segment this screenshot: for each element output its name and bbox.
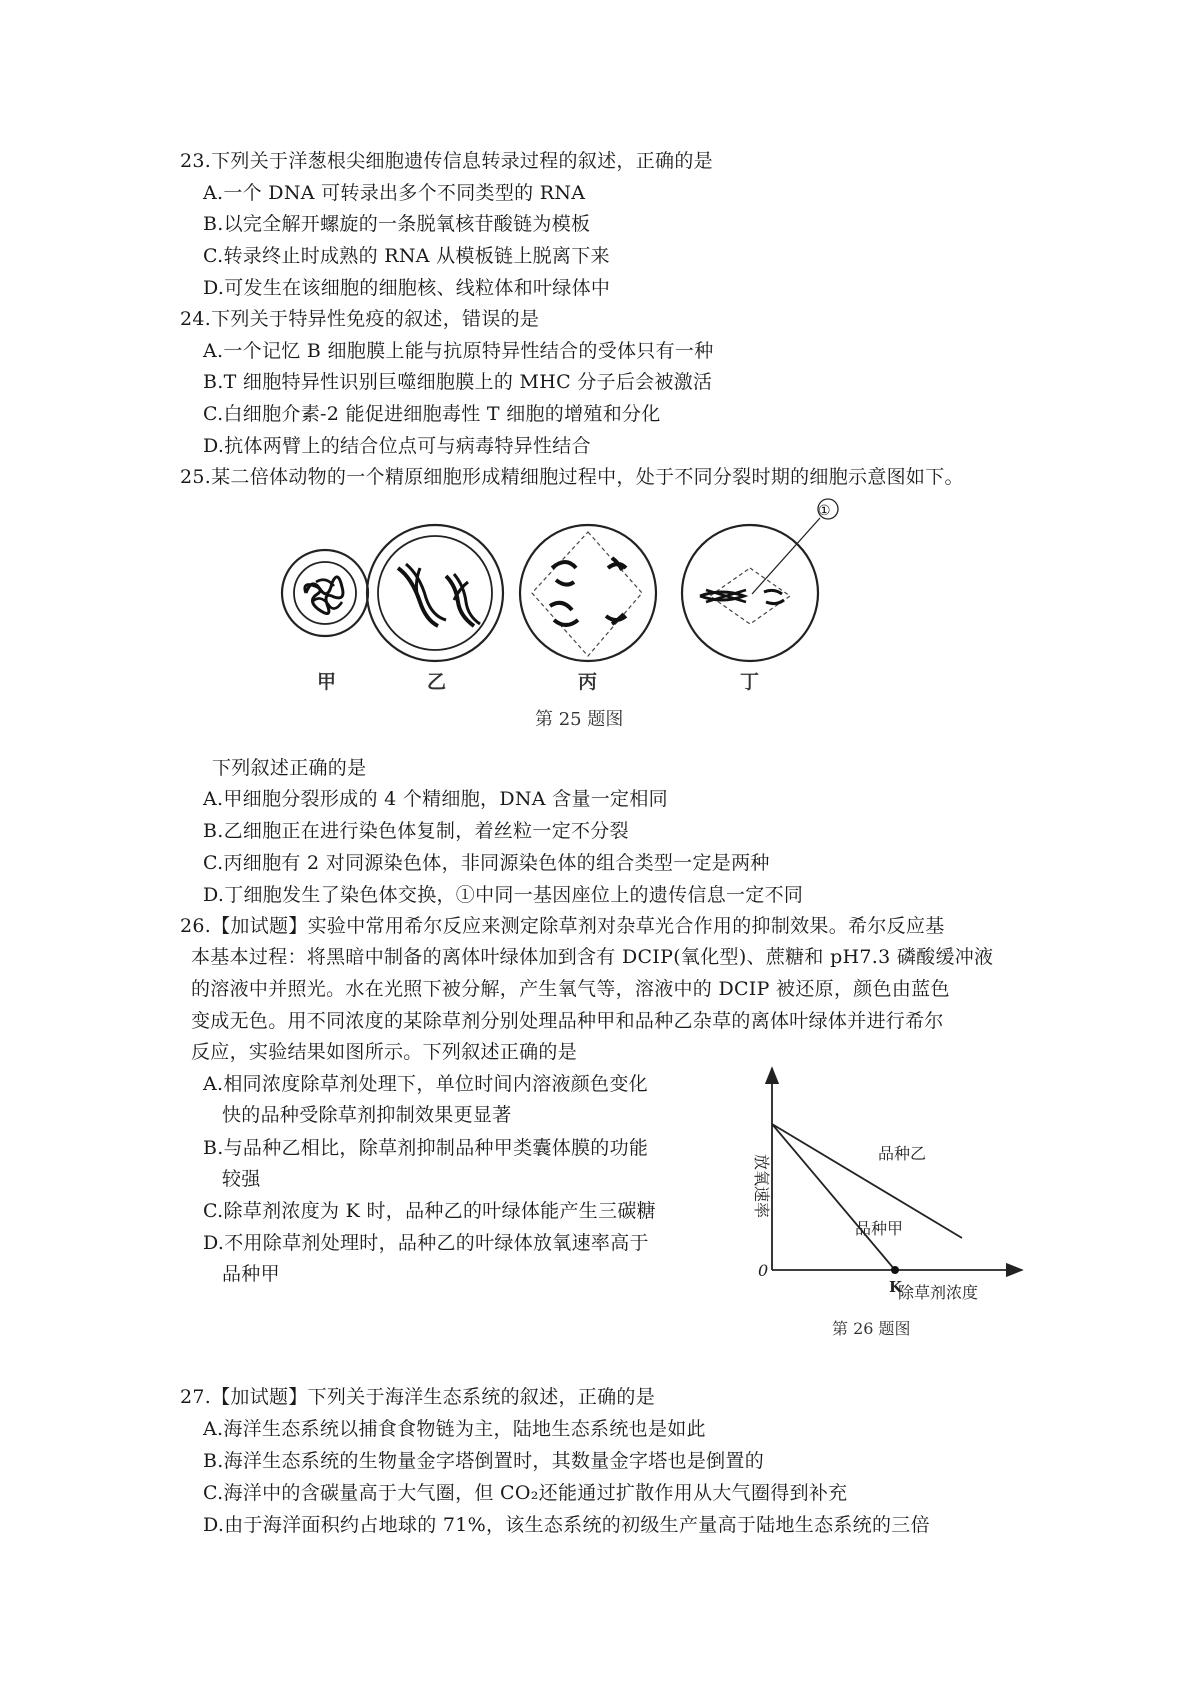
q26-oxygen-rate-graph — [740, 1062, 1030, 1352]
label-bing: 丙 — [578, 671, 598, 693]
label-jia: 甲 — [317, 671, 337, 693]
label-yi: 乙 — [427, 671, 447, 693]
cell-jia — [282, 550, 368, 636]
q26-option-b-cont: 较强 — [222, 1168, 261, 1190]
q24-option-d: D.抗体两臂上的结合位点可与病毒特异性结合 — [203, 435, 591, 457]
q26-stem-line-1: 26.【加试题】实验中常用希尔反应来测定除草剂对杂草光合作用的抑制效果。希尔反应基 — [180, 915, 945, 937]
q27-option-a: A.海洋生态系统以捕食食物链为主，陆地生态系统也是如此 — [203, 1418, 706, 1440]
q26-stem-line-2: 本基本过程：将黑暗中制备的离体叶绿体加到含有 DCIP(氧化型)、蔗糖和 pH7.3 磷酸缓冲液 — [191, 946, 994, 968]
cell-ding — [682, 499, 838, 661]
q25-option-a: A.甲细胞分裂形成的 4 个精细胞，DNA 含量一定相同 — [203, 788, 668, 810]
point-k — [891, 1266, 899, 1274]
k-label: K — [889, 1278, 903, 1296]
q23-option-a: A.一个 DNA 可转录出多个不同类型的 RNA — [203, 182, 586, 204]
q26-stem-line-5: 反应，实验结果如图所示。下列叙述正确的是 — [191, 1041, 578, 1063]
q26-option-d: D.不用除草剂处理时，品种乙的叶绿体放氧速率高于 — [203, 1232, 649, 1254]
y-axis-label: 放氧速率 — [752, 1154, 771, 1219]
q27-stem: 27.【加试题】下列关于海洋生态系统的叙述，正确的是 — [180, 1386, 656, 1408]
q24-option-c: C.白细胞介素-2 能促进细胞毒性 T 细胞的增殖和分化 — [203, 403, 661, 425]
q25-option-b: B.乙细胞正在进行染色体复制，着丝粒一定不分裂 — [203, 820, 629, 842]
q26-stem-line-4: 变成无色。用不同浓度的某除草剂分别处理品种甲和品种乙杂草的离体叶绿体并进行希尔 — [191, 1010, 944, 1032]
q25-stem: 25.某二倍体动物的一个精原细胞形成精细胞过程中，处于不同分裂时期的细胞示意图如下。 — [180, 466, 964, 488]
q26-option-a: A.相同浓度除草剂处理下，单位时间内溶液颜色变化 — [203, 1073, 648, 1095]
q23-option-d: D.可发生在该细胞的细胞核、线粒体和叶绿体中 — [203, 277, 611, 299]
q26-figure-caption: 第 26 题图 — [832, 1319, 911, 1338]
q25-option-c: C.丙细胞有 2 对同源染色体，非同源染色体的组合类型一定是两种 — [203, 852, 770, 874]
q24-stem: 24.下列关于特异性免疫的叙述，错误的是 — [180, 308, 540, 330]
q26-option-c: C.除草剂浓度为 K 时，品种乙的叶绿体能产生三碳糖 — [203, 1200, 656, 1222]
marker-1: ① — [818, 503, 831, 519]
q26-option-d-cont: 品种甲 — [222, 1263, 280, 1285]
q25-figure-caption: 第 25 题图 — [535, 709, 624, 730]
q26-stem-line-3: 的溶液中并照光。水在光照下被分解，产生氧气等，溶液中的 DCIP 被还原，颜色由蓝色 — [191, 978, 950, 1000]
x-axis-label: 除草剂浓度 — [898, 1283, 979, 1302]
q24-option-b: B.T 细胞特异性识别巨噬细胞膜上的 MHC 分子后会被激活 — [203, 371, 713, 393]
origin-label: 0 — [758, 1261, 769, 1280]
q27-option-b: B.海洋生态系统的生物量金字塔倒置时，其数量金字塔也是倒置的 — [203, 1450, 765, 1472]
q24-option-a: A.一个记忆 B 细胞膜上能与抗原特异性结合的受体只有一种 — [203, 340, 714, 362]
cell-yi — [367, 525, 503, 661]
q27-option-c: C.海洋中的含碳量高于大气圈，但 CO₂还能通过扩散作用从大气圈得到补充 — [203, 1482, 848, 1504]
q26-option-a-cont: 快的品种受除草剂抑制效果更显著 — [222, 1104, 512, 1126]
line-variety-jia — [772, 1124, 895, 1270]
q26-option-b: B.与品种乙相比，除草剂抑制品种甲类囊体膜的功能 — [203, 1137, 649, 1159]
q25-cell-division-figure — [270, 498, 890, 738]
q23-stem: 23.下列关于洋葱根尖细胞遗传信息转录过程的叙述，正确的是 — [180, 150, 713, 172]
series-label-jia: 品种甲 — [855, 1219, 904, 1238]
series-label-yi: 品种乙 — [878, 1144, 927, 1163]
cell-bing — [520, 525, 656, 661]
q23-option-b: B.以完全解开螺旋的一条脱氧核苷酸链为模板 — [203, 213, 591, 235]
q27-option-d: D.由于海洋面积约占地球的 71%，该生态系统的初级生产量高于陆地生态系统的三倍 — [203, 1514, 930, 1536]
label-ding: 丁 — [740, 671, 760, 693]
q25-lead: 下列叙述正确的是 — [212, 757, 367, 779]
q25-option-d: D.丁细胞发生了染色体交换，①中同一基因座位上的遗传信息一定不同 — [203, 884, 804, 906]
q23-option-c: C.转录终止时成熟的 RNA 从模板链上脱离下来 — [203, 245, 610, 267]
